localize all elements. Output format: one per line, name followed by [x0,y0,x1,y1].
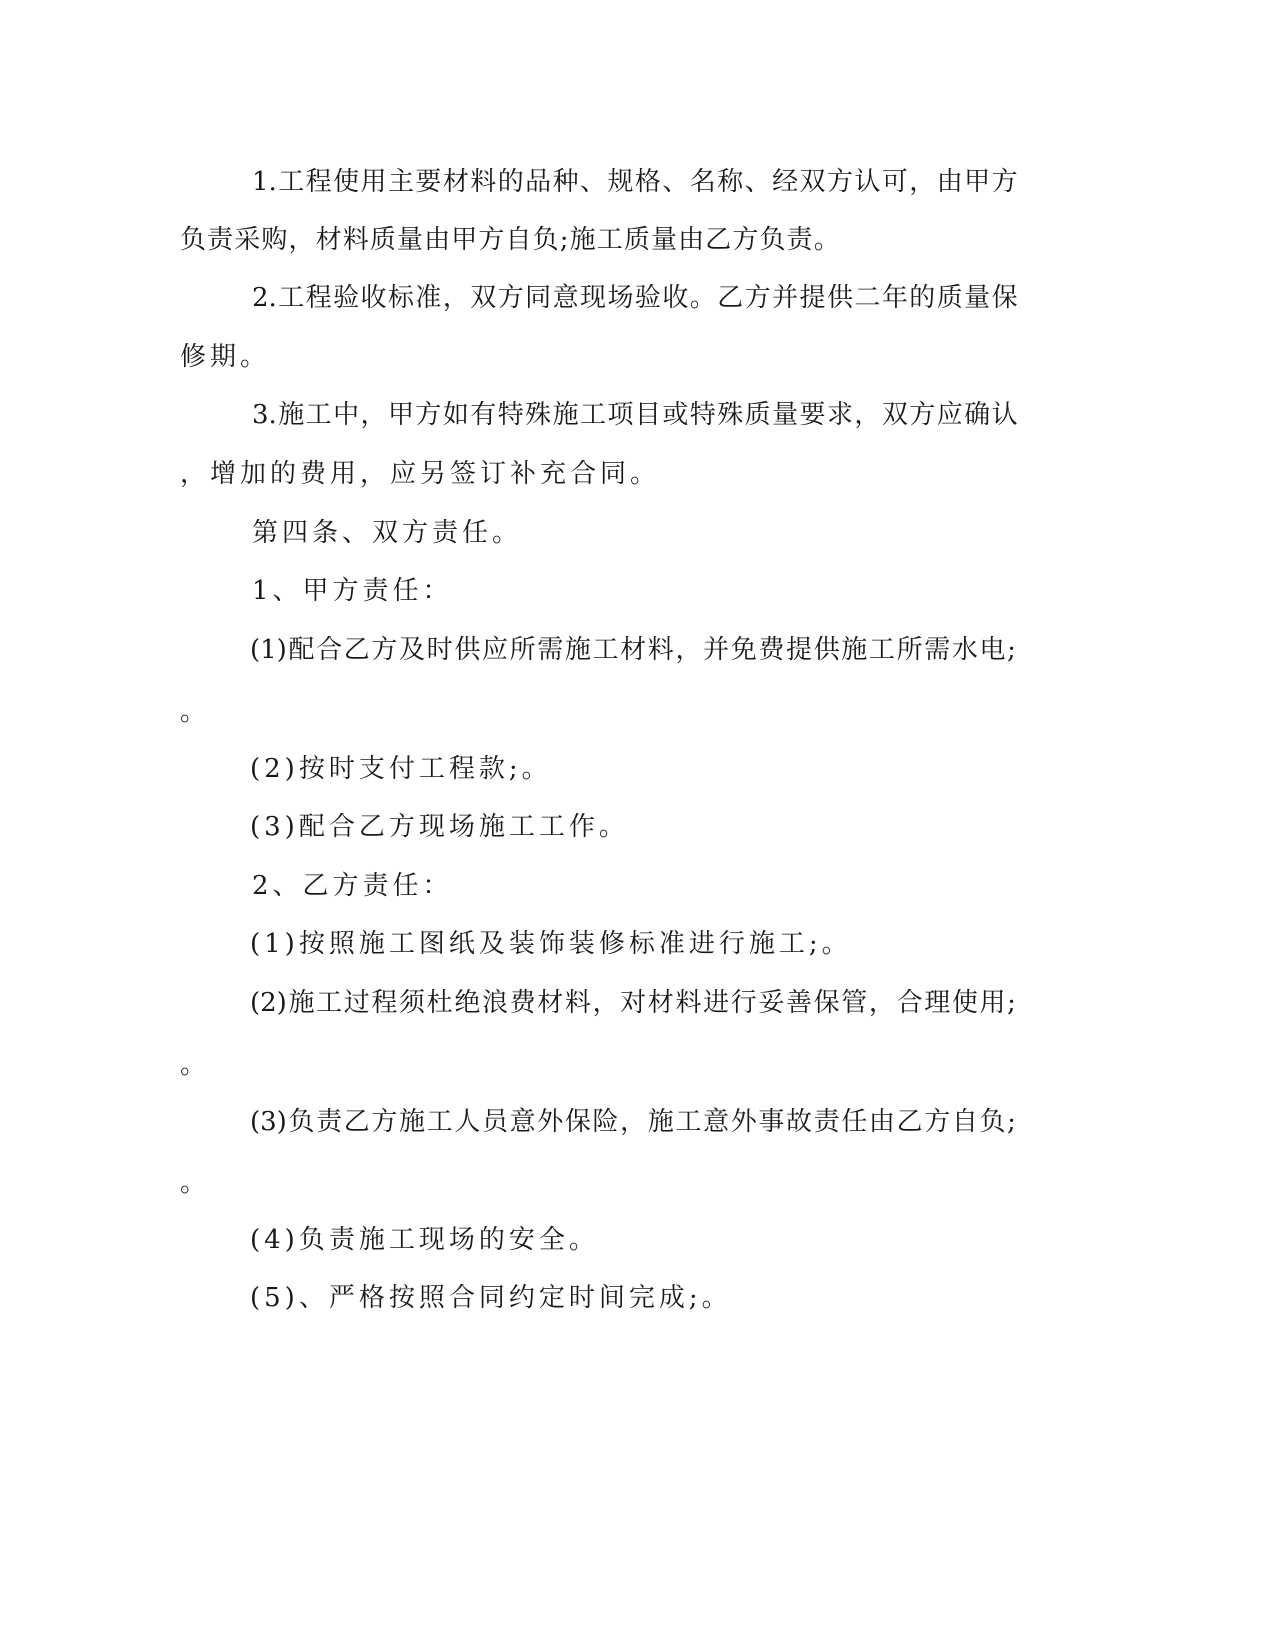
glyph: 善 [786,988,813,1018]
glyph: 意 [703,1107,730,1137]
glyph: 确 [964,400,991,430]
glyph: 量 [397,225,424,255]
glyph: 意 [509,1107,536,1137]
glyph: ， [868,988,895,1018]
text-line-20: (5)、严格按照合同约定时间完成;。 [250,1283,732,1313]
glyph: 名 [689,167,716,197]
glyph: ， [620,1107,647,1137]
glyph: ， [442,283,469,313]
glyph: 量 [651,225,678,255]
glyph: 方 [478,225,505,255]
glyph: 责 [207,225,234,255]
glyph: 负 [759,225,786,255]
glyph: 材 [315,225,342,255]
glyph: 程 [305,283,332,313]
glyph: 自 [951,1107,978,1137]
glyph: 要 [799,400,826,430]
glyph: 提 [786,635,813,665]
glyph: 量 [964,283,991,313]
glyph: 甲 [964,167,991,197]
glyph: 工 [596,225,623,255]
glyph: (1) [250,635,287,665]
glyph: 由 [678,225,705,255]
glyph: 方 [732,225,759,255]
glyph: 格 [634,167,661,197]
glyph: 任 [841,1107,868,1137]
glyph: 认 [854,167,881,197]
text-line-12: (3)配合乙方现场施工工作。 [250,812,629,842]
glyph: 材 [647,988,674,1018]
text-line-18: 。 [180,1168,211,1198]
text-line-11: (2)按时支付工程款;。 [250,754,552,784]
glyph: 电 [979,635,1006,665]
glyph: 工 [592,635,619,665]
glyph: 配 [288,635,315,665]
glyph: 施 [569,225,596,255]
text-line-4: 修期。 [180,342,271,372]
glyph: 现 [580,283,607,313]
glyph: 甲 [387,400,414,430]
glyph: 种 [552,167,579,197]
glyph: 准 [415,283,442,313]
glyph: 绝 [454,988,481,1018]
glyph: 责 [786,225,813,255]
glyph: 料 [564,988,591,1018]
glyph: 中 [333,400,360,430]
glyph: 时 [426,635,453,665]
subsection-party-a: 1、甲方责任： [252,576,453,606]
glyph: 场 [607,283,634,313]
glyph: 的 [497,167,524,197]
glyph: 材 [620,635,647,665]
glyph: 方 [497,283,524,313]
glyph: 工 [426,1107,453,1137]
glyph: 品 [525,167,552,197]
glyph: 人 [454,1107,481,1137]
glyph: 需 [924,635,951,665]
glyph: 、 [580,167,607,197]
glyph: (2) [250,988,287,1018]
glyph: 的 [909,283,936,313]
glyph: 方 [371,1107,398,1137]
glyph: 责 [813,1107,840,1137]
glyph: 理 [924,988,951,1018]
glyph: 项 [607,400,634,430]
glyph: 材 [537,988,564,1018]
glyph: 乙 [343,635,370,665]
glyph: 乙 [896,1107,923,1137]
glyph: 方 [415,400,442,430]
glyph: 主 [387,167,414,197]
glyph: 工 [675,1107,702,1137]
glyph: 行 [730,988,757,1018]
glyph: ; [1007,1107,1016,1137]
text-line-15 [250,985,1016,1021]
glyph: 所 [896,635,923,665]
text-line-3 [252,280,1018,316]
glyph: 并 [772,283,799,313]
glyph: 外 [537,1107,564,1137]
glyph: 有 [470,400,497,430]
glyph: 经 [772,167,799,197]
glyph: 施 [552,400,579,430]
glyph: 自 [505,225,532,255]
glyph: 、 [662,167,689,197]
glyph: 工 [580,400,607,430]
glyph: 乙 [717,283,744,313]
glyph: 认 [991,400,1018,430]
glyph: 料 [342,225,369,255]
glyph: 程 [371,988,398,1018]
text-line-1 [252,164,1018,200]
glyph: 要 [415,167,442,197]
glyph: 求 [826,400,853,430]
glyph: 使 [333,167,360,197]
glyph: 年 [881,283,908,313]
glyph: 购 [261,225,288,255]
glyph: 二 [854,283,881,313]
text-line-9 [250,632,1016,668]
glyph: 意 [552,283,579,313]
glyph: 可 [881,167,908,197]
glyph: 施 [841,635,868,665]
glyph: 保 [813,988,840,1018]
glyph: 负 [979,1107,1006,1137]
glyph: 目 [634,400,661,430]
glyph: 费 [758,635,785,665]
glyph: 乙 [705,225,732,255]
subsection-party-b: 2、乙方责任： [252,871,453,901]
glyph: ， [288,225,315,255]
text-line-17 [250,1104,1016,1140]
glyph: 验 [333,283,360,313]
glyph: 特 [689,400,716,430]
glyph: 料 [647,635,674,665]
glyph: 负 [180,225,207,255]
glyph: 并 [703,635,730,665]
glyph: 质 [369,225,396,255]
glyph: 由 [424,225,451,255]
glyph: 收 [360,283,387,313]
text-line-2 [180,222,840,258]
text-line-16: 。 [180,1050,211,1080]
glyph: 方 [826,167,853,197]
glyph: 特 [497,400,524,430]
glyph: 用 [979,988,1006,1018]
glyph: 双 [470,283,497,313]
glyph: 。 [813,225,840,255]
glyph: 供 [454,635,481,665]
text-line-19: (4)负责施工现场的安全。 [250,1225,599,1255]
glyph: 如 [442,400,469,430]
glyph: 险 [592,1107,619,1137]
glyph: 须 [399,988,426,1018]
glyph: 量 [772,400,799,430]
glyph: 管 [841,988,868,1018]
glyph: 需 [537,635,564,665]
glyph: 双 [881,400,908,430]
glyph: 方 [371,635,398,665]
glyph: ; [559,225,569,255]
glyph: 施 [564,635,591,665]
glyph: 质 [936,283,963,313]
glyph: 殊 [717,400,744,430]
glyph: 同 [525,283,552,313]
glyph: 对 [620,988,647,1018]
glyph: 料 [675,988,702,1018]
glyph: 免 [730,635,757,665]
glyph: 施 [278,400,305,430]
glyph: 由 [868,1107,895,1137]
glyph: 施 [288,988,315,1018]
glyph: 方 [924,1107,951,1137]
glyph: 工 [316,988,343,1018]
glyph: 验 [634,283,661,313]
glyph: 供 [826,283,853,313]
glyph: 2. [252,283,277,313]
glyph: 施 [647,1107,674,1137]
glyph: 提 [799,283,826,313]
glyph: 程 [305,167,332,197]
glyph: 、 [744,167,771,197]
text-line-10: 。 [180,697,211,727]
glyph: 妥 [758,988,785,1018]
glyph: 过 [343,988,370,1018]
glyph: 殊 [525,400,552,430]
glyph: 负 [532,225,559,255]
glyph: 保 [991,283,1018,313]
glyph: 工 [278,167,305,197]
glyph: ; [1007,635,1016,665]
glyph: 标 [387,283,414,313]
glyph: 收 [662,283,689,313]
glyph: 方 [909,400,936,430]
glyph: 料 [470,167,497,197]
glyph: 1. [252,167,277,197]
glyph: 使 [951,988,978,1018]
glyph: 员 [481,1107,508,1137]
glyph: 及 [399,635,426,665]
glyph: 合 [316,635,343,665]
glyph: ， [909,167,936,197]
glyph: 水 [951,635,978,665]
glyph: 应 [481,635,508,665]
glyph: 采 [234,225,261,255]
glyph: 故 [786,1107,813,1137]
glyph: 工 [868,635,895,665]
glyph: 方 [744,283,771,313]
text-line-14: (1)按照施工图纸及装饰装修标准进行施工;。 [250,929,852,959]
glyph: 负 [288,1107,315,1137]
glyph: 合 [896,988,923,1018]
glyph: 施 [399,1107,426,1137]
glyph: 方 [991,167,1018,197]
glyph: 外 [730,1107,757,1137]
glyph: 规 [607,167,634,197]
section-heading: 第四条、双方责任。 [252,518,523,548]
glyph: 甲 [451,225,478,255]
glyph: 用 [360,167,387,197]
glyph: 双 [799,167,826,197]
glyph: 质 [623,225,650,255]
glyph: 杜 [426,988,453,1018]
glyph: 称 [717,167,744,197]
glyph: 由 [936,167,963,197]
glyph: ， [675,635,702,665]
glyph: ， [592,988,619,1018]
glyph: ， [854,400,881,430]
glyph: 费 [509,988,536,1018]
glyph: 事 [758,1107,785,1137]
glyph: 乙 [343,1107,370,1137]
glyph: 浪 [481,988,508,1018]
glyph: ; [1007,988,1016,1018]
glyph: 进 [703,988,730,1018]
glyph: 质 [744,400,771,430]
glyph: ， [360,400,387,430]
glyph: (3) [250,1107,287,1137]
glyph: 责 [316,1107,343,1137]
glyph: 应 [936,400,963,430]
glyph: 或 [662,400,689,430]
glyph: 供 [813,635,840,665]
glyph: 保 [564,1107,591,1137]
glyph: 所 [509,635,536,665]
glyph: 3. [252,400,277,430]
text-line-6: ，增加的费用，应另签订补充合同。 [180,459,661,489]
text-line-5 [252,397,1018,433]
glyph: 工 [278,283,305,313]
glyph: 材 [442,167,469,197]
glyph: 工 [305,400,332,430]
glyph: 。 [689,283,716,313]
